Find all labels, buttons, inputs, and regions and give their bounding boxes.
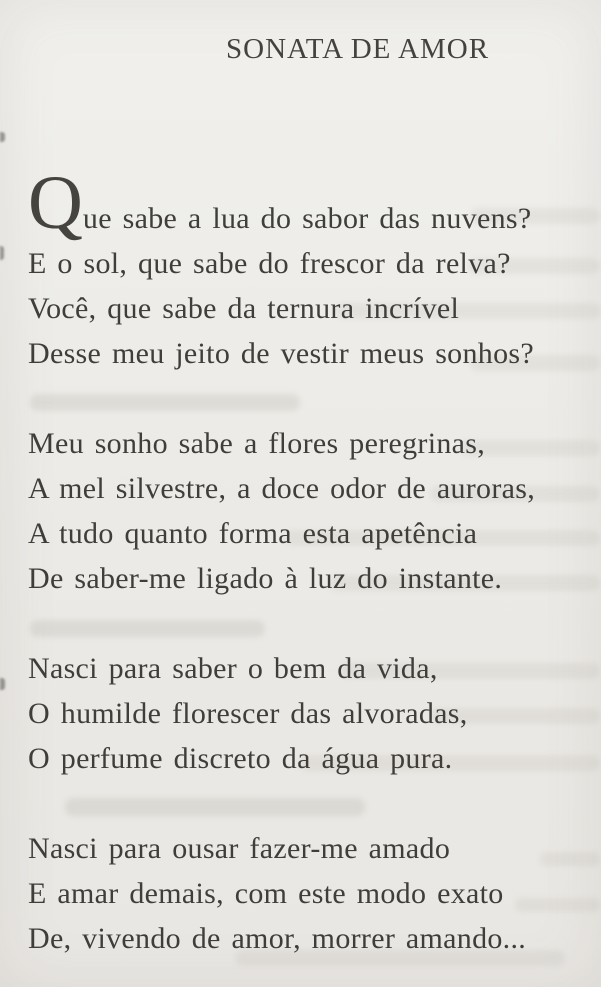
poem-line: De, vivendo de amor, morrer amando... bbox=[28, 922, 527, 955]
poem-line: A tudo quanto forma esta apetência bbox=[28, 517, 478, 550]
stanza-3 bbox=[28, 646, 588, 781]
poem-line: Meu sonho sabe a flores peregrinas, bbox=[28, 427, 486, 460]
poem-line: Nasci para ousar fazer-me amado bbox=[28, 832, 451, 865]
scan-artifact bbox=[0, 132, 5, 142]
stanza-1 bbox=[28, 161, 588, 376]
poem-line bbox=[28, 161, 588, 245]
scan-artifact bbox=[0, 678, 5, 690]
scan-artifact bbox=[0, 246, 4, 260]
poem-line: Você, que sabe da ternura incrível bbox=[28, 292, 460, 325]
poem-line: Desse meu jeito de vestir meus sonhos? bbox=[28, 337, 534, 370]
poem-line-text: ue sabe a lua do sabor das nuvens? bbox=[82, 202, 532, 235]
poem-line: O perfume discreto da água pura. bbox=[28, 742, 453, 775]
stanza-4 bbox=[28, 826, 588, 961]
poem-title: SONATA DE AMOR bbox=[226, 33, 490, 65]
poem-line: E o sol, que sabe do frescor da relva? bbox=[28, 247, 511, 280]
poem-line: O humilde florescer das alvoradas, bbox=[28, 697, 468, 730]
poem-line: A mel silvestre, a doce odor de auroras, bbox=[28, 472, 536, 505]
poem-line: E amar demais, com este modo exato bbox=[28, 877, 504, 910]
poem-line: Nasci para saber o bem da vida, bbox=[28, 652, 438, 685]
stanza-2 bbox=[28, 421, 588, 601]
drop-cap-initial: Q bbox=[28, 161, 83, 245]
poem-body bbox=[28, 161, 588, 987]
poem-line: De saber-me ligado à luz do instante. bbox=[28, 562, 503, 595]
